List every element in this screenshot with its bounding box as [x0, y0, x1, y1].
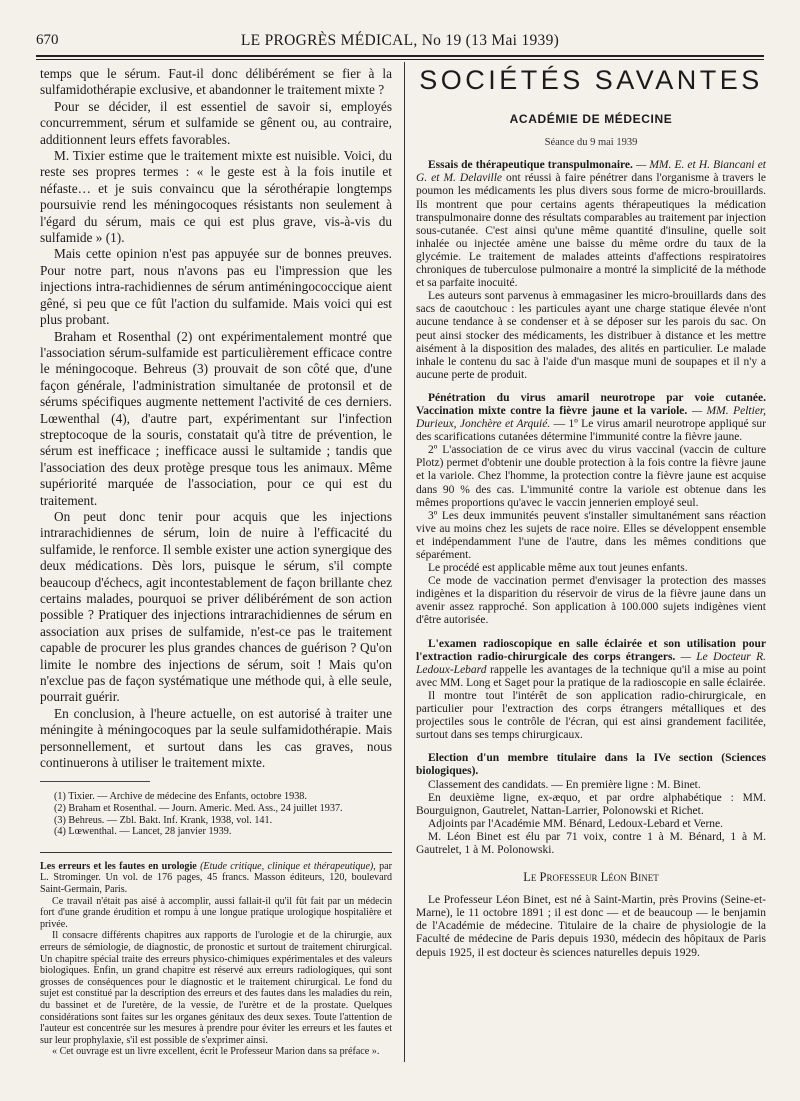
article-paragraph: En deuxième ligne, ex-æquo, et par ordre alphabétique : MM. Bourguignon, Gautrelet, Nattan-Larrier, Polonowski et Richet. — [416, 791, 766, 817]
article-title: Essais de thérapeutique transpulmonaire. — [428, 159, 633, 172]
footnote: (2) Braham et Rosenthal. — Journ. Americ. Med. Ass., 24 juillet 1937. — [54, 803, 343, 815]
article-lead: L'examen radioscopique en salle éclairée et son utilisation pour l'extraction radio-chirurgicale des corps étrangers. — Le Docteur R. Ledoux-Lebard rappelle les avantages de la technique qu'il a mise au point avec MM. Long et Saget pour la pratique de la radioscopie en salle éclairée. — [416, 637, 766, 689]
section-title: SOCIÉTÉS SAVANTES — [419, 65, 763, 95]
article-lead: Essais de thérapeutique transpulmonaire. — MM. E. et H. Biancani et G. et M. Delaville ont réussi à faire pénétrer dans l'organisme à travers le poumon les médicaments les plus divers sous forme de micro-brouillards. Ils montrent que pour certains agents thérapeutiques la médication transpulmonaire donne des résultats comparables au traitement par injection sous-cutanée. C'est ainsi qu'une même quantité d'insuline, quelle soit inhalée ou injectée amène une baisse du même ordre du taux de la glycémie. Le traitement de malades atteints d'affections respiratoires chroniques de tuberculose pulmonaire a montré la simplicité de la méthode et sa parfaite inocuité. — [416, 159, 767, 290]
article-paragraph: M. Léon Binet est élu par 71 voix, contre 1 à M. Bénard, 1 à M. Gautrelet, 1 à M. Polonowski. — [416, 830, 766, 856]
footnote: (3) Behreus. — Zbl. Bakt. Inf. Krank, 1938, vol. 141. — [54, 814, 273, 826]
journal-title: LE PROGRÈS MÉDICAL, No 19 (13 Mai 1939) — [240, 32, 560, 49]
body-paragraph: On peut donc tenir pour acquis que les injections intrarachidiennes de sérum, loin de nuire à l'efficacité du sulfamide, le renforce. Il semble exister une action synergique des deux médications. Dès lors, puisque le sérum, s'il compte beaucoup d'échecs, agit incontestablement de façon brillante chez certains malades, pourquoi se priver délibérément de son action possible ? Pratiquer des injections intrarachidiennes de sérum en association aux prises de sulfamide, n'est-ce pas le traitement capable de procurer les plus grandes chances de guérison ? Qu'on limite le nombre des injections de sérum, soit ! Mais qu'on n'exclue pas de façon systématique une méthode qui, à elle seule, pourrait guérir. — [40, 508, 392, 705]
footnotes — [40, 791, 392, 837]
article-paragraph: Classement des candidats. — En première ligne : M. Binet. — [428, 778, 701, 791]
footnote: (4) Lœwenthal. — Lancet, 28 janvier 1939. — [54, 826, 232, 838]
review-paragraph: Il consacre différents chapitres aux rapports de l'urologie et de la chirurgie, aux erreurs de sémiologie, de diagnostic, de pronostic et surtout de traitement chirurgical. Un chapitre spécial traite des erreurs physico-chimiques expérimentales et des valeurs biologiques. Enfin, un grand chapitre est réservé aux erreurs radiologiques, qui sont grosses de conséquences pour le diagnostic et le traitement chirurgical. Le fond du sujet est constitué par la description des erreurs et des fautes dans les maladies du rein, du bassinet et de l'uretère, de la vessie, de l'urètre et de la prostate. Quelques considérations sont faites sur les organes génitaux des deux sexes. Toute l'attention de l'auteur est concentrée sur les mesures à prendre pour éviter les erreurs et les fautes et sur leur prophylaxie, s'il est possible de s'exprimer ainsi. — [40, 930, 392, 1046]
page-number: 670 — [36, 32, 59, 48]
article-lead — [416, 752, 766, 778]
article-paragraph: 3º Les deux immunités peuvent s'installer simultanément sans réaction vive au moins chez les sujets de race noire. Elles se développent ensemble et indépendamment l'une de l'autre, dans les mêmes conditions que séparément. — [416, 509, 766, 561]
article-paragraph: Le procédé est applicable même aux tout jeunes enfants. — [428, 562, 688, 575]
academy-heading: ACADÉMIE DE MÉDECINE — [509, 112, 673, 127]
column-divider — [404, 62, 405, 1062]
footnote-rule — [40, 781, 150, 787]
session-date: Séance du 9 mai 1939 — [544, 137, 638, 149]
book-review — [40, 861, 392, 1058]
article-title: Pénétration du virus amaril neurotrope par voie cutanée. Vaccination mixte contre la fièvre jaune et la variole. — [416, 391, 766, 417]
body-paragraph: En conclusion, à l'heure actuelle, on est autorisé à traiter une méningite à méningocoques par la seule sulfamidothérapie. Mais personnellement, et surtout dans les cas graves, nous continuerons à utiliser le traitement mixte. — [40, 705, 392, 771]
article-authors: — MM. Peltier, Durieux, Jonchère et Arquié. — [416, 404, 766, 431]
body-paragraph: M. Tixier estime que le traitement mixte est nuisible. Voici, du reste ses propres termes : « le geste est à la fois inutile et néfaste… et je suis convaincu que la sérothérapie longtemps poursuivie rend les méningocoques résistants non seulement à l'égard du sérum, mais ce qui est plus grave, vis-à-vis du sulfamide » (1). — [40, 148, 392, 246]
running-header — [36, 32, 764, 54]
article-authors: — Le Docteur R. Ledoux-Lebard — [416, 650, 766, 676]
body-paragraph: temps que le sérum. Faut-il donc délibérément se fier à la sulfamidothérapie exclusive, et abandonner le traitement mixte ? — [40, 66, 392, 98]
article-paragraph: Ce mode de vaccination permet d'envisager la protection des masses indigènes et la disparition du réservoir de virus de la fièvre jaune dans un avenir assez rapproché. Son application à 100.000 sujets indigènes vient d'être autorisée. — [416, 575, 766, 627]
review-paragraph: Ce travail n'était pas aisé à accomplir, aussi fallait-il qu'il fût fait par un médecin fort d'une grande érudition et rompu à une longue pratique urologique hospitalière et privée. — [40, 895, 392, 930]
article-paragraph: Adjoints par l'Académie MM. Bénard, Ledoux-Lebard et Verne. — [428, 817, 724, 830]
review-heading — [40, 861, 392, 896]
left-column — [40, 66, 392, 1058]
binet-paragraph: Le Professeur Léon Binet, est né à Saint-Martin, près Provins (Seine-et-Marne), le 11 octobre 1891 ; il est donc — et de beaucoup — le benjamin de l'Académie de médecine. Titulaire de la chaire de physiologie de la Faculté de médecine de Paris depuis 1930, médecin des hôpitaux de Paris depuis 1925, il est docteur ès sciences naturelles depuis 1929. — [416, 894, 766, 959]
article-paragraph: Les auteurs sont parvenus à emmagasiner les micro-brouillards dans des sacs de caoutchouc : les particules ayant une charge statique élevée n'ont aucune tendance à se condenser et à se déposer sur les parois du sac. On peut ainsi stocker des médicaments, les distribuer à distance et les mettre aisément à la disposition des malades, des alités en particulier. Le malade inhale le contenu du sac à l'aide d'un masque muni de soupapes et il n'y a aucune perte de produit. — [416, 290, 766, 381]
article-title: L'examen radioscopique en salle éclairée et son utilisation pour l'extraction radio-chirurgicale des corps étrangers. — [416, 637, 766, 663]
body-paragraph: Pour se décider, il est essentiel de savoir si, employés concurremment, sérum et sulfamide se gênent ou, au contraire, additionnent leurs effets favorables. — [40, 98, 392, 147]
review-separator — [40, 852, 392, 853]
footnote: (1) Tixier. — Archive de médecine des Enfants, octobre 1938. — [54, 791, 307, 803]
right-column — [416, 65, 767, 960]
review-subtitle: (Etude critique, clinique et thérapeutique) — [200, 860, 374, 872]
header-rule — [36, 55, 764, 57]
article-lead: Pénétration du virus amaril neurotrope par voie cutanée. Vaccination mixte contre la fièvre jaune et la variole. — MM. Peltier, Durieux, Jonchère et Arquié. — 1º Le virus amaril neurotrope appliqué sur des scarifications cutanées détermine l'immunité contre la fièvre jaune. — [416, 391, 766, 444]
article-authors: — MM. E. et H. Biancani et G. et M. Delaville — [416, 159, 766, 185]
review-paragraph: « Cet ouvrage est un livre excellent, écrit le Professeur Marion dans sa préface ». — [52, 1046, 380, 1058]
binet-heading: Le Professeur Léon Binet — [523, 870, 659, 885]
article-paragraph: Il montre tout l'intérêt de son application radio-chirurgicale, en particulier pour l'extraction des corps étrangers métalliques et des projectiles sous le contrôle de l'écran, qui est ainsi grandement facilitée, surtout dans ses temps chirurgicaux. — [416, 689, 766, 742]
body-paragraph: Braham et Rosenthal (2) ont expérimentalement montré que l'association sérum-sulfamide est particulièrement efficace contre le méningocoque. Behreus (3) prouvait de son côté que, d'une façon générale, l'administration simultanée de protonsil et de sérums spécifiques augmente nettement l'activité de ces derniers. Lœwenthal (4), d'autre part, expérimentant sur l'infection streptocoque de la souris, constatait qu'à titre de prévention, le sérum est inefficace ; inefficace aussi le sultamide ; tandis que l'association des deux protège presque tous les animaux. Même supériorité marquée de l'association, pour ce qui est du traitement. — [40, 328, 392, 508]
article-paragraph: 2º L'association de ce virus avec du virus vaccinal (vaccin de culture Plotz) permet d'obtenir une double protection à la fois contre la fièvre jaune et la variole. Chez l'homme, la protection contre la fièvre jaune est acquise dans 90 % des cas. L'immunité contre la variole est obtenue dans les mêmes proportions qu'avec le vaccin jennerien employé seul. — [416, 444, 766, 509]
article-title: Election d'un membre titulaire dans la IVe section (Sciences biologiques). — [416, 752, 766, 778]
body-paragraph: Mais cette opinion n'est pas appuyée sur de bonnes preuves. Pour notre part, nous n'avons pas eu l'impression que les injections intra-rachidiennes de sérum antiméningococcique aient gêné, si peu que ce fût l'action du sulfamide. Mais voici qui est plus probant. — [40, 246, 392, 328]
review-byline: , par L. Strominger. Un vol. de 176 pages, 45 francs. Masson éditeurs, 120, boulevard Saint-Germain, Paris. — [40, 860, 393, 896]
review-title: Les erreurs et les fautes en urologie — [40, 860, 197, 872]
header-rule-thin — [36, 59, 764, 60]
